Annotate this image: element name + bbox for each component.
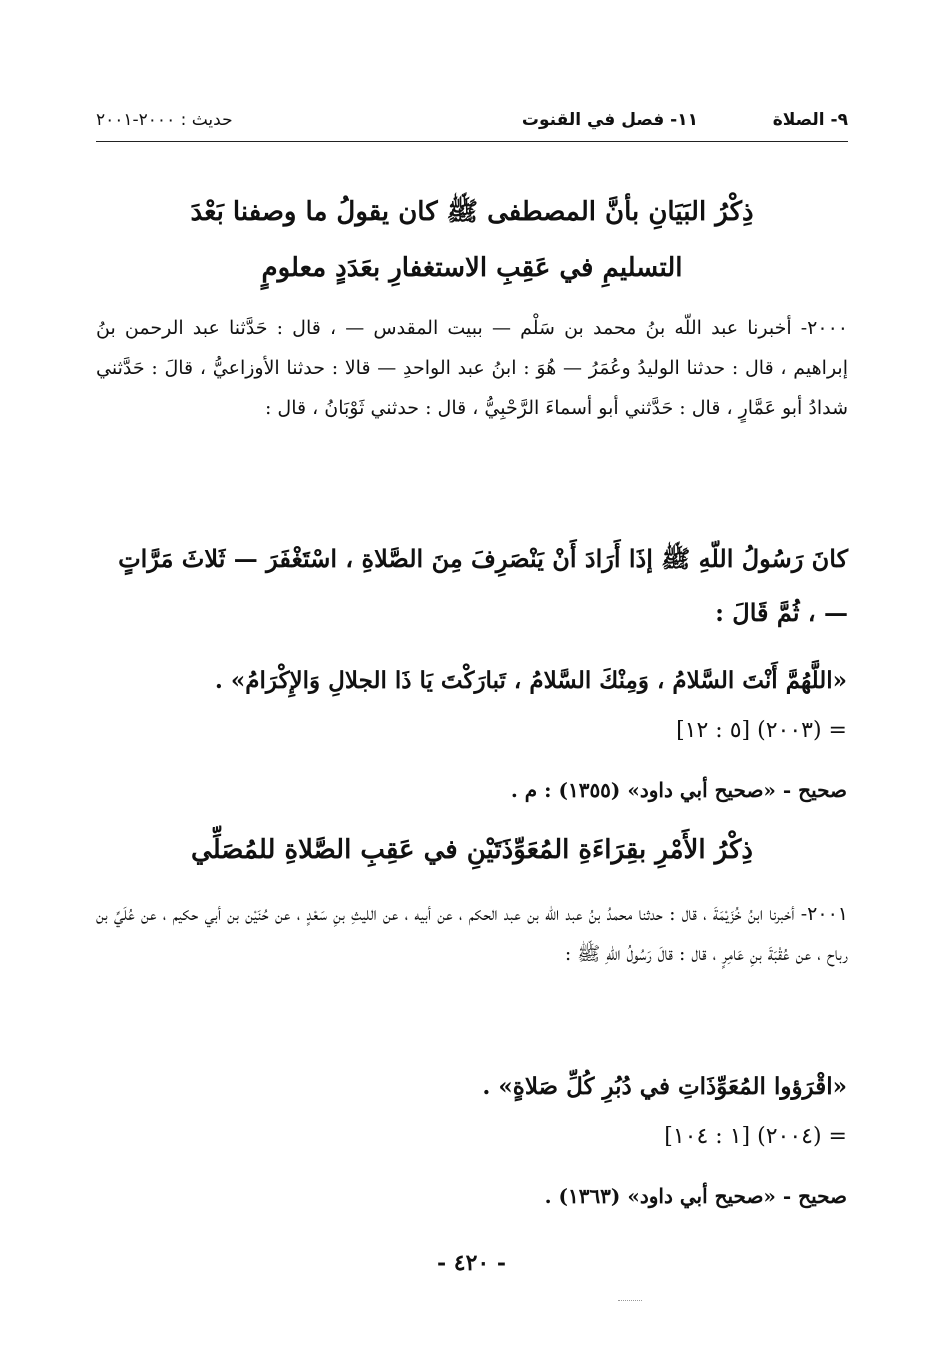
matn-2001: «اقْرَؤوا المُعَوِّذَاتِ في دُبُرِ كُلِّ صَلاةٍ» .: [482, 1073, 847, 1100]
matn-2000: كانَ رَسُولُ اللّهِ ﷺ إذَا أَرَادَ أَنْ يَنْصَرِفَ مِنَ الصَّلاةِ ، اسْتَغْفَرَ — ثَلاثَ مَرَّاتٍ — ، ثُمَّ قَالَ :: [118, 544, 848, 627]
section-title-1: [96, 184, 848, 296]
hadith-range: حديث : ٢٠٠٠-٢٠٠١: [96, 110, 233, 130]
chapter-title: ١١- فصل في القنوت: [521, 110, 698, 130]
section-title-2: ذِكْرُ الأَمْرِ بقِرَاءَةِ المُعَوِّذَتَيْنِ في عَقِبِ الصَّلاةِ للمُصَلِّي: [191, 835, 753, 865]
running-header: [96, 104, 848, 138]
reference-2000: = (٢٠٠٣) [٥ : ١٢]: [676, 718, 847, 743]
book-title: ٩- الصلاة: [772, 110, 848, 130]
isnad-2001: ٢٠٠١- أخبرنا ابنُ خُزَيْمَةَ ، قال : حدثنا محمدُ بنُ عبد اللّه بن عبد الحكم ، عن أبيه ، عن الليثِ بنِ سَعْدٍ ، عن حُنَيْن بن أبي حكيم ، عن عُلَيِّ بن رباح ، عن عُقْبَةَ بنِ عَامِرٍ ، قال : قالَ رَسُولُ اللّهِ ﷺ :: [96, 903, 848, 965]
scan-mark: [618, 1300, 642, 1301]
page-number: - ٤٢٠ -: [436, 1250, 507, 1276]
grading-2001: صحيح - «صحيح أبي داود» (١٣٦٣) .: [544, 1184, 847, 1208]
grading-2000: صحيح - «صحيح أبي داود» (١٣٥٥) : م .: [510, 778, 847, 802]
isnad-2000: ٢٠٠٠- أخبرنا عبد اللّه بنُ محمد بن سَلْم — ببيت المقدس — ، قال : حَدَّثنا عبد الرحمن بنُ إبراهيم ، قال : حدثنا الوليدُ وعُمَرُ — هُوَ : ابنُ عبد الواحدِ — قالا : حدثنا الأوزاعيُّ ، قالَ : حَدَّثني شدادُ أبو عَمَّارٍ ، قال : حَدَّثني أبو أسماءَ الرَّحْبِيُّ ، قال : حدثني ثَوْبَانُ ، قال :: [96, 317, 848, 419]
section-title-1-line2: التسليمِ في عَقِبِ الاستغفارِ بعَدَدٍ معلومٍ: [261, 253, 683, 283]
dua-text: «اللَّهُمَّ أَنْتَ السَّلامُ ، وَمِنْكَ السَّلامُ ، تَبارَكْتَ يَا ذَا الجلالِ وَالإِكْرَامُ» .: [214, 667, 847, 694]
header-divider: [96, 141, 848, 142]
section-title-1-line1: ذِكْرُ البَيَانِ بأنَّ المصطفى ﷺ كان يقولُ ما وصفنا بَعْدَ: [190, 197, 754, 227]
reference-2001: = (٢٠٠٤) [١ : ١٠٤]: [664, 1124, 847, 1149]
